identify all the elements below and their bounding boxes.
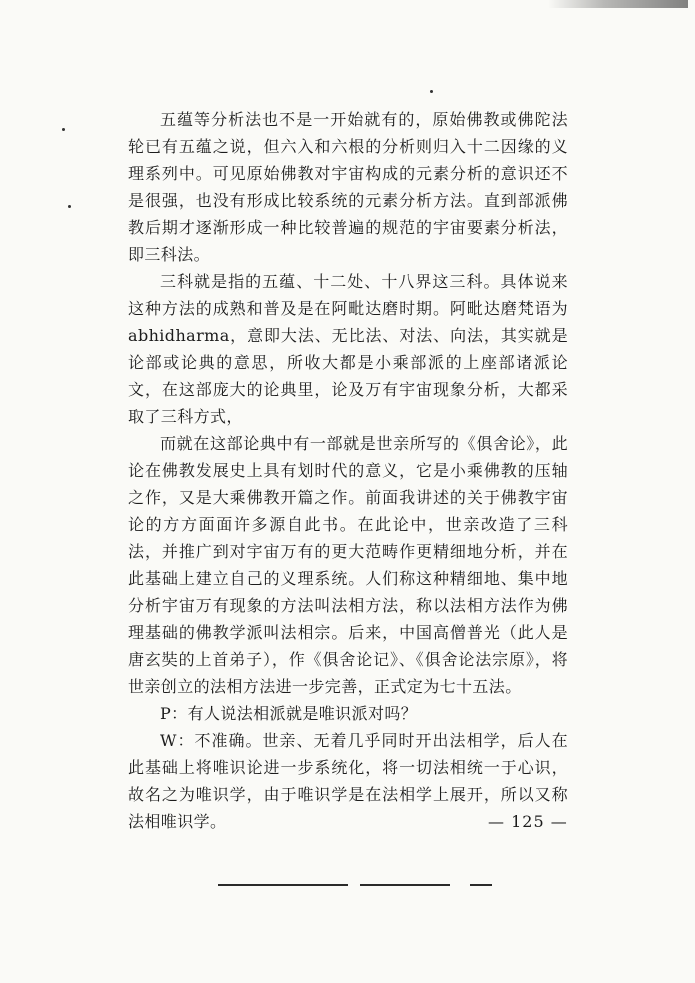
paragraph-1: 五蕴等分析法也不是一开始就有的，原始佛教或佛陀法轮已有五蕴之说，但六入和六根的分析则归入十二因缘的义理系列中。可见原始佛教对宇宙构成的元素分析的意识还不是很强，也没有形成比较系统的元素分析方法。直到部派佛教后期才逐渐形成一种比较普遍的规范的宇宙要素分析法，即三科法。 — [128, 110, 568, 264]
paragraph-2: 三科就是指的五蕴、十二处、十八界这三科。具体说来这种方法的成熟和普及是在阿毗达磨时期。阿毗达磨梵语为abhidharma，意即大法、无比法、对法、向法，其实就是论部或论典的意思，所收大都是小乘部派的上座部诸派论文，在这部庞大的论典里，论及万有宇宙现象分析，大都采取了三科方式， — [128, 272, 568, 426]
paragraph-3: 而就在这部论典中有一部就是世亲所写的《俱舍论》，此论在佛教发展史上具有划时代的意义，它是小乘佛教的压轴之作，又是大乘佛教开篇之作。前面我讲述的关于佛教宇宙论的方方面面许多源自此书。在此论中，世亲改造了三科法，并推广到对宇宙万有的更大范畴作更精细地分析，并在此基础上建立自己的义理系统。人们称这种精细地、集中地分析宇宙万有现象的方法叫法相方法，称以法相方法作为佛理基础的佛教学派叫法相宗。后来，中国高僧普光（此人是唐玄奘的上首弟子），作《俱舍论记》、《俱舍论法宗原》，将世亲创立的法相方法进一步完善，正式定为七十五法。 — [128, 434, 568, 696]
body-text — [128, 106, 568, 835]
scan-bottom-line — [360, 884, 450, 886]
scan-bottom-line — [218, 884, 348, 886]
scan-speck — [68, 205, 71, 208]
paragraph-4-question: P：有人说法相派就是唯识派对吗？ — [160, 704, 418, 723]
paragraph-5-answer: W：不准确。世亲、无着几乎同时开出法相学，后人在此基础上将唯识论进一步系统化，将一切法相统一于心识，故名之为唯识学，由于唯识学是在法相学上展开，所以又称法相唯识学。 — [128, 731, 568, 831]
scan-bottom-line — [470, 884, 492, 886]
page-number: — 125 — — [488, 812, 568, 831]
scan-edge-mark — [548, 0, 688, 8]
scan-speck — [430, 90, 433, 93]
scan-speck — [62, 128, 65, 131]
